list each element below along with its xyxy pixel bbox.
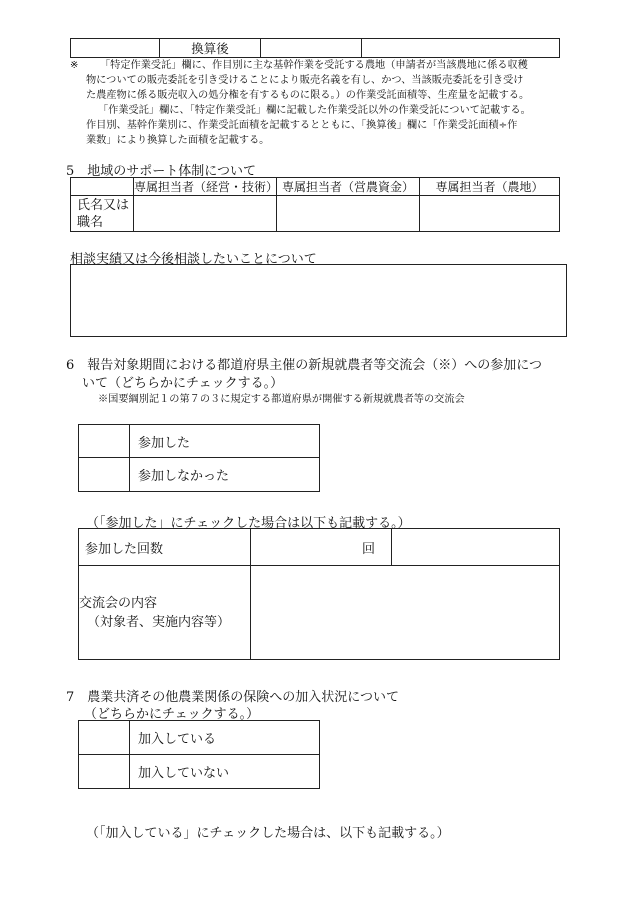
consult-label: 相談実績又は今後相談したいことについて — [70, 252, 317, 267]
count-extra-cell[interactable] — [392, 529, 560, 566]
section6-followup: （「参加した」にチェックした場合は以下も記載する。） — [86, 516, 411, 531]
top-table-label: 換算後 — [160, 39, 261, 58]
count-input[interactable] — [251, 529, 392, 566]
section6-title-cont: いて（どちらかにチェックする。） — [82, 376, 284, 391]
enrolled-label: 加入している — [130, 721, 320, 755]
not-participated-label: 参加しなかった — [130, 458, 320, 492]
support-row-label — [71, 196, 134, 232]
not-enrolled-checkbox[interactable] — [79, 755, 130, 789]
support-row-label-line: 職名 — [77, 214, 104, 230]
not-participated-checkbox[interactable] — [79, 458, 130, 492]
not-enrolled-label: 加入していない — [130, 755, 320, 789]
top-table — [70, 38, 560, 58]
section7-title: 7 農業共済その他農業関係の保険への加入状況について — [66, 690, 400, 705]
support-cell-farmland[interactable] — [420, 196, 560, 232]
content-label-line: 交流会の内容 — [79, 595, 158, 611]
note-mark: ※ — [70, 60, 79, 71]
support-table — [70, 177, 560, 232]
content-label — [79, 566, 251, 660]
note-line: 物についての販売委託を引き受けることにより販売名義を有し、かつ、当該販売委託を引き受け — [86, 75, 524, 86]
top-table-cell[interactable] — [362, 39, 560, 58]
section5-title: 5 地域のサポート体制について — [66, 164, 257, 179]
enrolled-checkbox[interactable] — [79, 721, 130, 755]
support-header: 専属担当者（経営・技術） — [134, 178, 277, 196]
top-table-cell[interactable] — [261, 39, 362, 58]
support-row-label-line: 氏名又は — [77, 197, 130, 213]
participation-options — [78, 424, 320, 492]
consult-box[interactable] — [70, 264, 567, 337]
section7-followup: （「加入している」にチェックした場合は、以下も記載する。） — [86, 826, 450, 841]
note-line: 業数」により換算した面積を記載する。 — [86, 135, 270, 146]
participated-checkbox[interactable] — [79, 425, 130, 458]
support-cell-finance[interactable] — [277, 196, 420, 232]
note-line: 「特定作業受託」欄に、作目別に主な基幹作業を受託する農地（申請者が当該農地に係る収穫 — [100, 60, 528, 71]
content-input[interactable] — [251, 566, 560, 660]
insurance-options — [78, 720, 320, 789]
content-label-line: （対象者、実施内容等） — [87, 614, 231, 630]
support-header: 専属担当者（営農資金） — [277, 178, 420, 196]
support-cell-management[interactable] — [134, 196, 277, 232]
exchange-table — [78, 528, 560, 660]
count-label: 参加した回数 — [79, 529, 251, 566]
participated-label: 参加した — [130, 425, 320, 458]
note-line: た農産物に係る販売収入の処分権を有するものに限る。）の作業受託面積等、生産量を記載する。 — [86, 90, 530, 101]
top-table-cell-empty — [71, 39, 160, 58]
support-header: 専属担当者（農地） — [420, 178, 560, 196]
count-unit: 回 — [361, 541, 375, 557]
note-line: 「作業受託」欄に、「特定作業受託」欄に記載した作業受託以外の作業受託について記載する。 — [98, 105, 531, 116]
note-line: 作目別、基幹作業別に、作業受託面積を記載するとともに、「換算後」欄に「作業受託面積÷作 — [86, 120, 518, 131]
support-table-corner — [71, 178, 134, 196]
section7-title-cont: （どちらかにチェックする。） — [84, 707, 260, 722]
section6-title: 6 報告対象期間における都道府県主催の新規就農者等交流会（※）への参加につ — [66, 358, 543, 373]
section6-note: ※国要綱別記１の第７の３に規定する都道府県が開催する新規就農者等の交流会 — [98, 394, 465, 405]
